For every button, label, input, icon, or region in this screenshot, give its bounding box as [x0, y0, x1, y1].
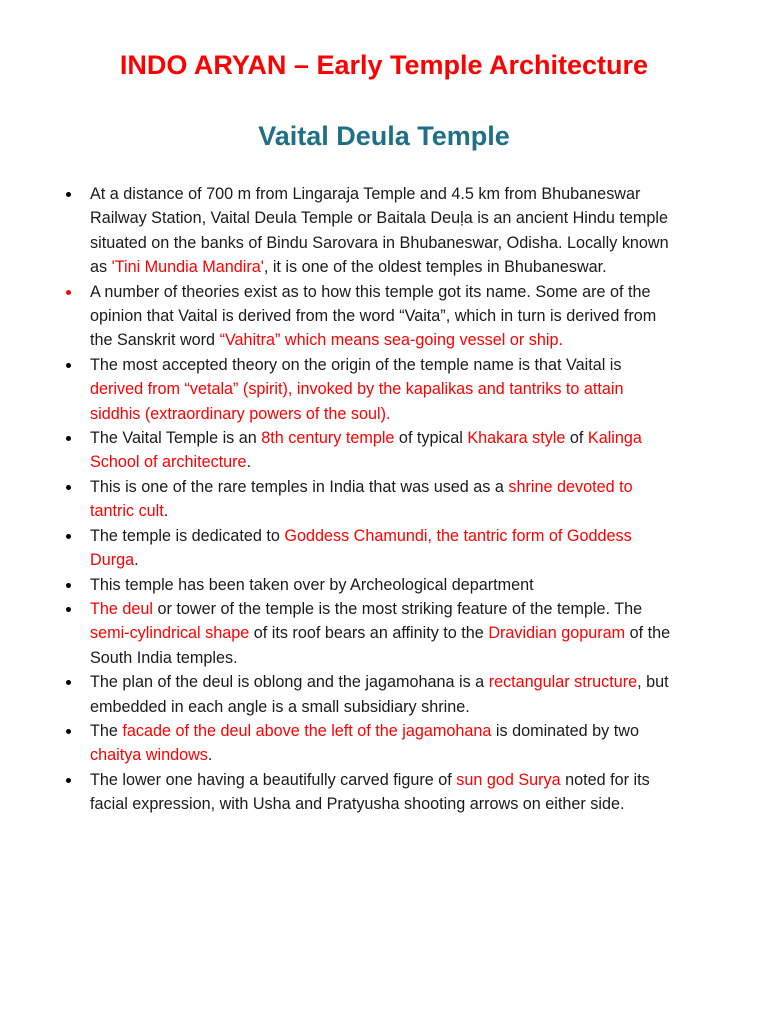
bullet-text [90, 280, 727, 353]
bullet-line [90, 475, 727, 499]
bullet-line [90, 548, 727, 572]
bullet-text [90, 670, 727, 719]
body-text: South India temples. [90, 648, 238, 667]
highlighted-text: tantric cult [90, 502, 164, 521]
highlighted-text: facade of the deul above the left of the jagamohana [122, 721, 492, 740]
bullet-line [90, 231, 727, 255]
bullet-line [90, 670, 727, 694]
bullet-item [62, 670, 727, 719]
bullet-item [62, 182, 727, 280]
bullet-line [90, 182, 727, 206]
bullet-line [90, 719, 727, 743]
highlighted-text: 8th century temple [261, 429, 395, 448]
bullet-item [62, 597, 727, 670]
body-text: of its roof bears an affinity to the [249, 624, 489, 643]
body-text: The plan of the deul is oblong and the jagamohana is a [90, 673, 489, 692]
bullet-dot-icon [66, 192, 71, 197]
bullet-line [90, 792, 727, 816]
body-text: of [565, 429, 588, 448]
body-text: embedded in each angle is a small subsidiary shrine. [90, 697, 470, 716]
body-text: of typical [394, 429, 468, 448]
body-text: noted for its [560, 770, 650, 789]
page-title: INDO ARYAN – Early Temple Architecture [119, 50, 649, 80]
body-text: of the [625, 624, 671, 643]
bullet-line [90, 280, 727, 304]
bullet-text [90, 524, 727, 573]
highlighted-text: semi-cylindrical shape [90, 624, 250, 643]
bullet-line [90, 402, 727, 426]
highlighted-text: 'Tini Mundia Mandira' [111, 258, 264, 277]
body-text: . [134, 551, 139, 570]
bullet-dot-icon [66, 534, 71, 539]
bullet-line [90, 353, 727, 377]
highlighted-text: “Vahitra” which means sea-going vessel or ship. [219, 331, 563, 350]
highlighted-text: chaitya windows [90, 746, 208, 765]
body-text: opinion that Vaital is derived from the word “Vaita”, which in turn is derived from [90, 307, 657, 326]
body-text: The lower one having a beautifully carved figure of [90, 770, 457, 789]
highlighted-text: Goddess Chamundi, the tantric form of Goddess [284, 526, 632, 545]
bullet-line [90, 573, 727, 597]
bullet-dot-icon [66, 485, 71, 490]
page-subtitle: Vaital Deula Temple [258, 121, 510, 151]
bullet-text [90, 597, 727, 670]
bullet-dot-icon [66, 729, 71, 734]
bullet-item [62, 353, 727, 426]
bullet-text [90, 182, 727, 280]
highlighted-text: The deul [90, 599, 153, 618]
bullet-item [62, 573, 727, 597]
body-text: . [163, 502, 169, 521]
bullet-line [90, 695, 727, 719]
highlighted-text: Dravidian gopuram [488, 624, 626, 643]
bullet-dot-icon [66, 778, 71, 783]
body-text: Railway Station, Vaital Deula Temple or Baitala Deuḷa is an ancient Hindu temple [90, 209, 668, 228]
bullet-line [90, 499, 727, 523]
body-text: The temple is dedicated to [90, 526, 285, 545]
bullet-text [90, 426, 727, 475]
bullet-text [90, 573, 727, 597]
bullet-dot-icon [66, 436, 71, 441]
body-text: the Sanskrit word [90, 331, 220, 350]
body-text: . [207, 746, 213, 765]
body-text: situated on the banks of Bindu Sarovara in Bhubaneswar, Odisha. Locally known [90, 233, 669, 252]
bullet-item [62, 768, 727, 817]
highlighted-text: siddhis (extraordinary powers of the soul). [90, 404, 391, 423]
highlighted-text: Khakara style [467, 429, 566, 448]
bullet-line [90, 255, 727, 279]
bullet-line [90, 304, 727, 328]
highlighted-text: rectangular structure [488, 673, 638, 692]
bullet-line [90, 206, 727, 230]
bullet-line [90, 621, 727, 645]
bullet-dot-icon [66, 583, 71, 588]
bullet-item [62, 524, 727, 573]
bullet-line [90, 768, 727, 792]
body-text: . [246, 453, 252, 472]
bullet-line [90, 646, 727, 670]
body-text: facial expression, with Usha and Pratyusha shooting arrows on either side. [90, 795, 625, 814]
body-text: The most accepted theory on the origin of the temple name is that Vaital is [90, 355, 622, 374]
body-text: This temple has been taken over by Archeological department [90, 575, 534, 594]
bullet-item [62, 719, 727, 768]
bullet-line [90, 743, 727, 767]
body-text: is dominated by two [491, 721, 639, 740]
body-text: The [90, 721, 123, 740]
highlighted-text: shrine devoted to [508, 477, 633, 496]
highlighted-text: sun god Surya [456, 770, 561, 789]
body-text: This is one of the rare temples in India that was used as a [90, 477, 509, 496]
bullet-text [90, 768, 727, 817]
body-text: or tower of the temple is the most striking feature of the temple. The [153, 599, 643, 618]
bullet-line [90, 426, 727, 450]
highlighted-text: School of architecture [90, 453, 247, 472]
body-text: as [90, 258, 112, 277]
bullet-text [90, 719, 727, 768]
bullet-line [90, 377, 727, 401]
bullet-line [90, 328, 727, 352]
bullet-text [90, 353, 727, 426]
body-text: The Vaital Temple is an [90, 429, 262, 448]
bullet-dot-icon [66, 680, 71, 685]
bullet-item [62, 426, 727, 475]
body-text: , it is one of the oldest temples in Bhubaneswar. [263, 258, 607, 277]
bullet-list [62, 182, 727, 817]
bullet-line [90, 524, 727, 548]
bullet-dot-icon [66, 363, 71, 368]
highlighted-text: Durga [90, 551, 135, 570]
highlighted-text: derived from “vetala” (spirit), invoked by the kapalikas and tantriks to attain [90, 380, 624, 399]
highlighted-text: Kalinga [587, 429, 642, 448]
body-text: At a distance of 700 m from Lingaraja Temple and 4.5 km from Bhubaneswar [90, 185, 641, 203]
bullet-item [62, 475, 727, 524]
bullet-item [62, 280, 727, 353]
body-text: A number of theories exist as to how this temple got its name. Some are of the [90, 282, 651, 301]
bullet-text [90, 475, 727, 524]
bullet-line [90, 450, 727, 474]
bullet-dot-icon [66, 607, 71, 612]
bullet-dot-icon [66, 290, 71, 295]
body-text: , but [637, 673, 669, 692]
bullet-line [90, 597, 727, 621]
